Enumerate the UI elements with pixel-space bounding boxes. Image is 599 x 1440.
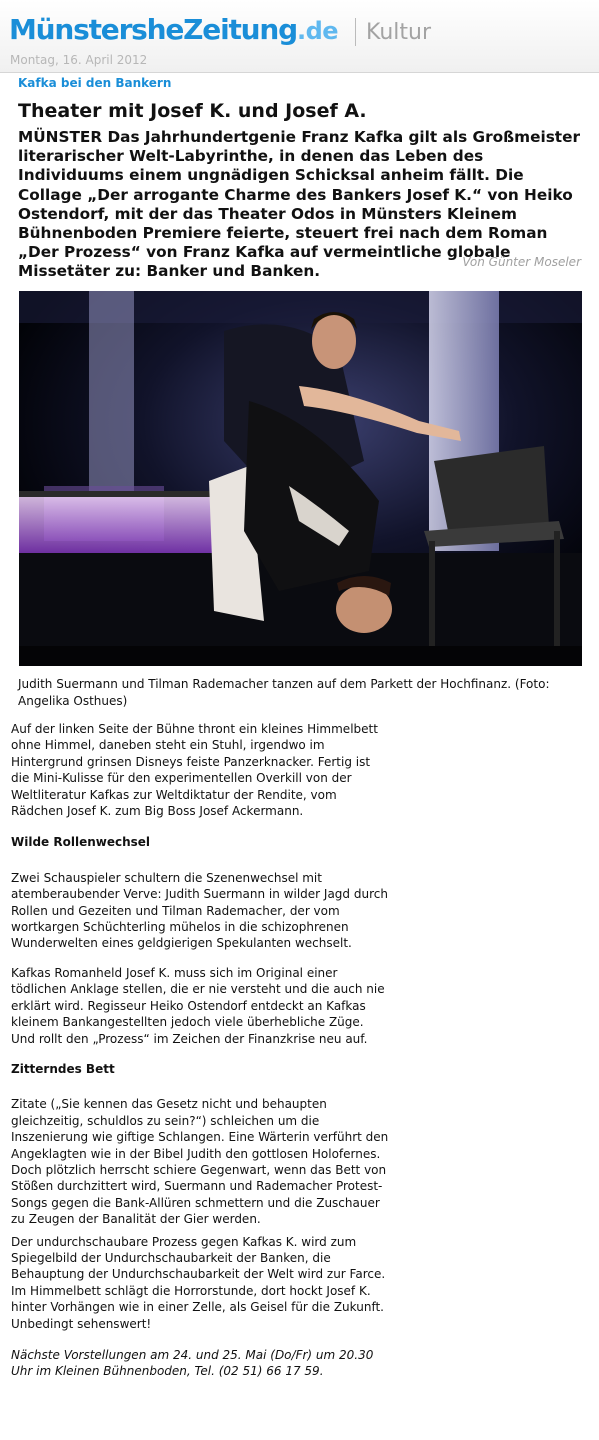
logo-wordmark: MünstersheZeitung xyxy=(9,13,297,46)
article-lead: MÜNSTER Das Jahrhundertgenie Franz Kafka gilt als Großmeister literarischer Welt-Labyrinthe, in denen das Leben des Individuums einem ungnädigen Schicksal anheim fällt. Die Collage „Der arrogante Charme des Bankers Josef K.“ von Heiko Ostendorf, mit der das Theater Odos in Münsters Kleinem Bühnenboden Premiere feierte, steuert frei nach dem Roman „Der Prozess“ von Franz Kafka auf vermeintliche globale Missetäter zu: Banker und Banken. xyxy=(18,128,581,281)
site-header xyxy=(0,0,599,73)
article-paragraph: Kafkas Romanheld Josef K. muss sich im Original einer tödlichen Anklage stellen, die er nie versteht und die auch nie erklärt wird. Regisseur Heiko Ostendorf entdeckt an Kafkas kleinem Bankangestellten jedoch viele überhebliche Züge. Und rollt den „Prozess“ im Zeichen der Finanzkrise neu auf. xyxy=(11,965,385,1046)
publication-date: Montag, 16. April 2012 xyxy=(10,53,148,67)
theater-scene-illustration xyxy=(19,291,582,666)
chair-back xyxy=(434,446,549,536)
article-body xyxy=(11,720,391,1380)
article-paragraph: Zwei Schauspieler schultern die Szenenwechsel mit atemberaubender Verve: Judith Suermann in wilder Jagd durch Rollen und Gezeiten und Tilman Rademacher, der vom wortkargen Schüchterling mühelos in die schizophrenen Wunderwelten eines geldgierigen Spekulanten wechselt. xyxy=(11,870,388,951)
article-photo xyxy=(19,291,582,666)
site-logo[interactable] xyxy=(9,10,338,51)
header-divider xyxy=(355,18,356,46)
subheading-wilde-rollenwechsel: Wilde Rollenwechsel xyxy=(11,835,151,850)
logo-tld: .de xyxy=(296,17,339,45)
subheading-zitterndes-bett: Zitterndes Bett xyxy=(11,1061,115,1076)
article-kicker: Kafka bei den Bankern xyxy=(18,76,172,90)
photo-caption: Judith Suermann und Tilman Rademacher tanzen auf dem Parkett der Hochfinanz. (Foto: Angelika Osthues) xyxy=(18,677,550,708)
article-paragraph: Auf der linken Seite der Bühne thront ein kleines Himmelbett ohne Himmel, daneben steht ein Stuhl, irgendwo im Hintergrund grinsen Disneys feiste Panzerknacker. Fertig ist die Mini-Kulisse für den experimentellen Overkill von der Weltliteratur Kafkas zur Weltdiktatur der Rendite, vom Rädchen Josef K. zum Big Boss Josef Ackermann. xyxy=(11,722,378,819)
performance-info: Nächste Vorstellungen am 24. und 25. Mai (Do/Fr) um 20.30 Uhr im Kleinen Bühnenboden, Tel. (02 51) 66 17 59. xyxy=(11,1348,374,1379)
article-paragraph: Der undurchschaubare Prozess gegen Kafkas K. wird zum Spiegelbild der Undurchschaubarkeit der Banken, die Behauptung der Undurchschaubarkeit der Welt wird zur Farce. Im Himmelbett schlägt die Horrorstunde, dort hockt Josef K. hinter Vorhängen wie in einer Zelle, als Geisel für die Zukunft. Unbedingt sehenswert! xyxy=(11,1234,386,1331)
section-label[interactable]: Kultur xyxy=(366,20,432,45)
article-paragraph: Zitate („Sie kennen das Gesetz nicht und behaupten gleichzeitig, schuldlos zu sein?“) schleichen um die Inszenierung wie giftige Schlangen. Eine Wärterin verführt den Angeklagten wie in der Bibel Judith den gottlosen Holofernes. Doch plötzlich herrscht schiere Gegenwart, wenn das Bett von Stößen durchzittert wird, Suermann und Rademacher Protest-Songs gegen die Bank-Allüren schmettern und die Zuschauer zu Zeugen der Banalität der Gier werden. xyxy=(11,1097,389,1227)
article-headline: Theater mit Josef K. und Josef A. xyxy=(18,100,367,122)
curtain-left xyxy=(89,291,134,491)
article-byline: Von Günter Moseler xyxy=(462,255,581,269)
